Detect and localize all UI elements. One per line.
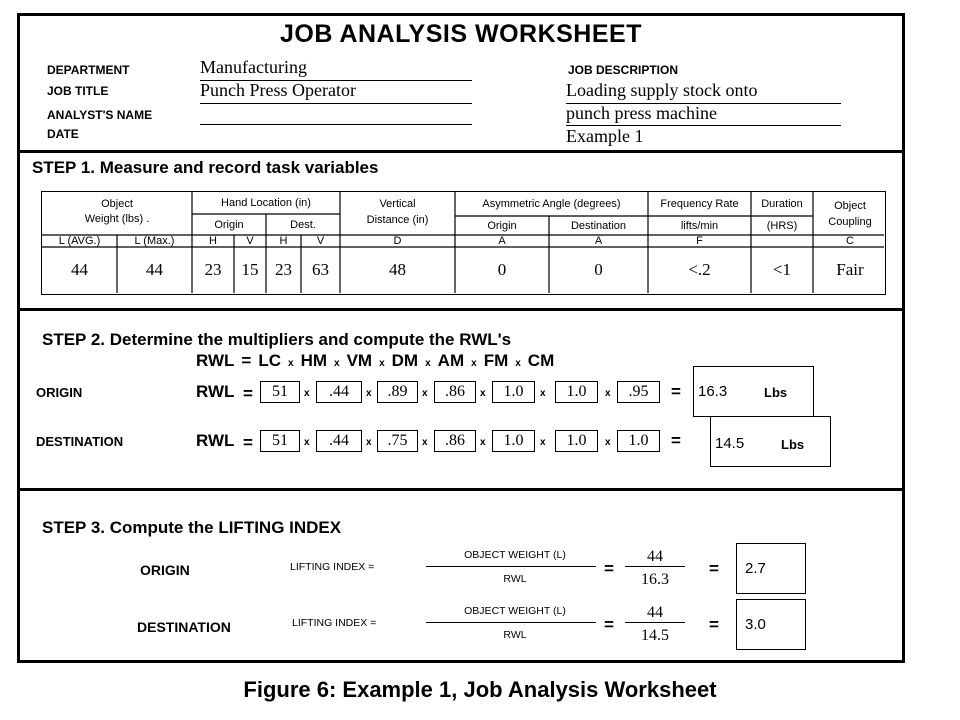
destination-dm-box[interactable]: .86 xyxy=(434,430,476,452)
job-description-line-1[interactable]: Loading supply stock onto xyxy=(566,80,841,104)
analyst-name-field[interactable] xyxy=(200,104,472,125)
coupling-header-2: Coupling xyxy=(828,215,872,228)
value-duration[interactable]: <1 xyxy=(772,260,792,279)
value-origin-v[interactable]: 15 xyxy=(241,260,259,279)
step3-section xyxy=(20,491,902,660)
sub-header-d: D xyxy=(393,234,402,247)
formula-x4: x xyxy=(425,358,431,369)
origin-x-5: x xyxy=(540,388,546,399)
origin-rwl-label: RWL xyxy=(196,382,235,401)
origin-rwl-result-box[interactable] xyxy=(693,366,814,417)
formula-vm: VM xyxy=(346,351,373,370)
origin-cm-box[interactable]: .95 xyxy=(617,381,660,403)
job-description-label: JOB DESCRIPTION xyxy=(568,63,679,77)
destination-fm-box[interactable]: 1.0 xyxy=(555,430,598,452)
duration-header: Duration xyxy=(761,197,803,210)
destination-eq-sign: = xyxy=(243,433,253,452)
step2-origin-label: ORIGIN xyxy=(36,385,83,400)
sub-header-a-dest: A xyxy=(594,234,603,247)
sub-header-dest-h: H xyxy=(279,234,288,247)
frequency-header: Frequency Rate xyxy=(660,197,739,210)
hand-origin-header: Origin xyxy=(214,218,244,231)
origin-li-eq1: = xyxy=(604,559,614,578)
destination-num-value: 44 xyxy=(647,604,663,621)
origin-vm-box[interactable]: .89 xyxy=(377,381,418,403)
destination-lifting-index-result[interactable]: 3.0 xyxy=(736,599,806,650)
destination-rwl-unit: Lbs xyxy=(781,437,805,452)
formula-lc: LC xyxy=(258,351,282,370)
frequency-unit-header: lifts/min xyxy=(680,219,719,232)
rwl-formula xyxy=(196,351,554,371)
origin-dm-box[interactable]: .86 xyxy=(434,381,476,403)
value-f[interactable]: <.2 xyxy=(688,260,711,279)
worksheet-title: JOB ANALYSIS WORKSHEET xyxy=(280,20,642,48)
destination-rwl-result-box[interactable] xyxy=(710,416,831,467)
formula-dm: DM xyxy=(391,351,419,370)
department-field[interactable]: Manufacturing xyxy=(200,57,472,81)
destination-li-label: LIFTING INDEX = xyxy=(292,617,377,629)
value-a-origin[interactable]: 0 xyxy=(497,260,507,279)
destination-hm-box[interactable]: .44 xyxy=(316,430,362,452)
origin-am-box[interactable]: 1.0 xyxy=(492,381,535,403)
sub-header-a-origin: A xyxy=(498,234,506,247)
asym-origin-header: Origin xyxy=(487,219,517,232)
figure-caption: Figure 6: Example 1, Job Analysis Worksheet xyxy=(243,677,717,702)
value-coupling[interactable]: Fair xyxy=(836,260,864,279)
formula-hm: HM xyxy=(300,351,328,370)
formula-fm: FM xyxy=(483,351,509,370)
destination-x-3: x xyxy=(422,437,428,448)
formula-x1: x xyxy=(288,358,294,369)
vertical-header-2: Distance (in) xyxy=(366,213,429,226)
value-l-max[interactable]: 44 xyxy=(146,260,163,279)
origin-rwl-result: 16.3 xyxy=(698,383,728,400)
value-l-avg[interactable]: 44 xyxy=(71,260,88,279)
destination-value-fraction-line xyxy=(625,622,685,623)
destination-x-4: x xyxy=(480,437,486,448)
sub-header-l-max: L (Max.) xyxy=(134,234,175,247)
job-title-field[interactable]: Punch Press Operator xyxy=(200,80,472,104)
destination-x-5: x xyxy=(540,437,546,448)
sub-header-dest-v: V xyxy=(316,234,325,247)
asym-destination-header: Destination xyxy=(570,219,627,232)
formula-x6: x xyxy=(515,358,521,369)
value-a-dest[interactable]: 0 xyxy=(594,260,603,279)
coupling-header: Object xyxy=(834,199,866,212)
step3-destination-label: DESTINATION xyxy=(137,619,231,635)
value-d[interactable]: 48 xyxy=(389,260,406,279)
formula-eq: = xyxy=(241,351,252,370)
job-title-label: JOB TITLE xyxy=(47,84,109,98)
value-origin-h[interactable]: 23 xyxy=(204,260,222,279)
destination-lc-box[interactable]: 51 xyxy=(260,430,300,452)
destination-label-fraction-line xyxy=(426,622,596,623)
origin-fm-box[interactable]: 1.0 xyxy=(555,381,598,403)
destination-x-1: x xyxy=(304,437,310,448)
step2-destination-label: DESTINATION xyxy=(36,434,124,449)
destination-rwl-result: 14.5 xyxy=(715,435,745,452)
origin-value-fraction-line xyxy=(625,566,685,567)
step3-title: STEP 3. Compute the LIFTING INDEX xyxy=(42,518,342,537)
destination-vm-box[interactable]: .75 xyxy=(377,430,418,452)
origin-numerator-label: OBJECT WEIGHT (L) xyxy=(464,549,566,561)
origin-result-eq: = xyxy=(671,382,681,401)
hand-dest-header: Dest. xyxy=(290,218,316,231)
step1-title: STEP 1. Measure and record task variables xyxy=(32,158,379,177)
origin-lifting-index-result[interactable]: 2.7 xyxy=(736,543,806,594)
origin-x-6: x xyxy=(605,388,611,399)
hand-location-header: Hand Location (in) xyxy=(221,196,311,209)
value-dest-v[interactable]: 63 xyxy=(312,260,329,279)
formula-x3: x xyxy=(379,358,385,369)
origin-num-value: 44 xyxy=(647,548,663,565)
origin-x-3: x xyxy=(422,388,428,399)
asymmetric-header: Asymmetric Angle (degrees) xyxy=(482,197,621,210)
destination-cm-box[interactable]: 1.0 xyxy=(617,430,660,452)
step2-section xyxy=(20,311,902,491)
formula-x2: x xyxy=(334,358,340,369)
vertical-header: Vertical xyxy=(379,197,416,210)
origin-li-eq2: = xyxy=(709,559,719,578)
origin-eq-sign: = xyxy=(243,384,253,403)
formula-cm: CM xyxy=(527,351,555,370)
destination-am-box[interactable]: 1.0 xyxy=(492,430,535,452)
step3-origin-label: ORIGIN xyxy=(140,562,190,578)
sub-header-f: F xyxy=(696,234,703,247)
formula-x5: x xyxy=(471,358,477,369)
worksheet xyxy=(17,13,905,663)
sub-header-origin-h: H xyxy=(209,234,217,247)
origin-x-1: x xyxy=(304,388,310,399)
origin-hm-box[interactable]: .44 xyxy=(316,381,362,403)
job-description-line-2[interactable]: punch press machine xyxy=(566,103,841,126)
step2-title: STEP 2. Determine the multipliers and compute the RWL's xyxy=(42,330,512,349)
sub-header-l-avg: L (AVG.) xyxy=(58,234,101,247)
sub-header-origin-v: V xyxy=(246,234,254,247)
job-description-line-3: Example 1 xyxy=(566,126,644,146)
origin-rwl-unit: Lbs xyxy=(764,385,788,400)
destination-li-eq2: = xyxy=(709,615,719,634)
origin-x-4: x xyxy=(480,388,486,399)
formula-rwl: RWL xyxy=(196,351,235,370)
destination-x-6: x xyxy=(605,437,611,448)
destination-denominator-label: RWL xyxy=(503,629,527,641)
origin-x-2: x xyxy=(366,388,372,399)
object-weight-header-2: Weight (lbs) . xyxy=(84,212,150,225)
origin-den-value: 16.3 xyxy=(641,571,669,588)
department-label: DEPARTMENT xyxy=(47,63,130,77)
origin-denominator-label: RWL xyxy=(503,573,527,585)
destination-numerator-label: OBJECT WEIGHT (L) xyxy=(464,605,566,617)
object-weight-header: Object xyxy=(101,197,133,210)
date-label: DATE xyxy=(47,127,79,141)
destination-x-2: x xyxy=(366,437,372,448)
origin-label-fraction-line xyxy=(426,566,596,567)
origin-li-label: LIFTING INDEX = xyxy=(290,561,375,573)
header-section xyxy=(20,16,902,153)
destination-li-eq1: = xyxy=(604,615,614,634)
formula-am: AM xyxy=(437,351,465,370)
destination-rwl-label: RWL xyxy=(196,431,235,450)
analyst-name-label: ANALYST'S NAME xyxy=(47,108,153,122)
destination-result-eq: = xyxy=(671,431,681,450)
destination-den-value: 14.5 xyxy=(641,627,669,644)
task-variables-table xyxy=(41,191,886,295)
origin-lc-box[interactable]: 51 xyxy=(260,381,300,403)
value-dest-h[interactable]: 23 xyxy=(275,260,292,279)
step1-section xyxy=(20,153,902,311)
sub-header-c: C xyxy=(846,234,854,247)
duration-unit-header: (HRS) xyxy=(766,219,798,232)
